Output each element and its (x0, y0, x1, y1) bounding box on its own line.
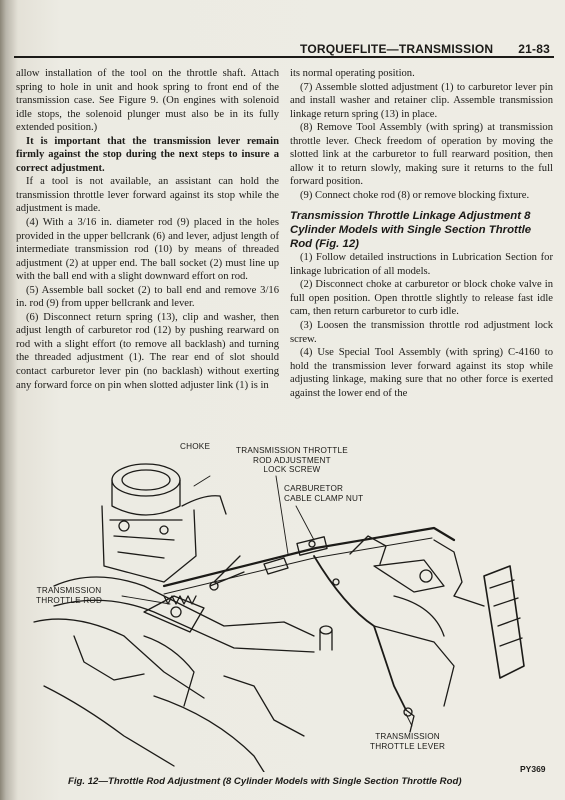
section-step-3: (3) Loosen the transmission throttle rod adjustment lock screw. (290, 319, 553, 345)
step-6: (6) Disconnect return spring (13), clip and washer, then adjust length of carburetor rod (12) by pushing rearward on rod with a slight effort (to remove all backlash) and turning the threaded adjustment (1). The rear end of slot should contact carburetor lever pin (no backlash) without exerting any forward force on pin when slotted adjuster link (1) is in (16, 311, 279, 391)
header-title: TORQUEFLITE—TRANSMISSION (300, 42, 494, 56)
callout-choke: CHOKE (180, 442, 211, 451)
section-step-1: (1) Follow detailed instructions in Lubrication Section for linkage lubrication of all models. (290, 252, 553, 277)
step-4: (4) With a 3/16 in. diameter rod (9) placed in the holes provided in the upper bellcrank (6) and lever, adjust length of intermediate transmission rod (10) by means of threaded adjustment (2) at upper end. The ball socket (2) must line up with the ball end with a slight downward effort on rod. (16, 217, 279, 283)
step-5: (5) Assemble ball socket (2) to ball end and remove 3/16 in. rod (9) from upper bellcrank and lever. (16, 284, 279, 310)
paragraph: its normal operating position. (290, 68, 415, 79)
section-step-4: (4) Use Special Tool Assembly (with spring) C-4160 to hold the transmission lever forward against its stop while adjusting linkage, making sure that no other force is exerted against the lower end of the (290, 347, 553, 399)
section-step-2: (2) Disconnect choke at carburetor or block choke valve in full open position. Open throttle slightly to release fast idle cam, then return carburetor to curb idle. (290, 279, 553, 318)
callout-throttle-rod: TRANSMISSION THROTTLE ROD (36, 586, 103, 605)
warning-paragraph: It is important that the transmission lever remain firmly against the stop during the next steps to insure a correct adjustment. (16, 135, 279, 174)
figure-caption: Fig. 12—Throttle Rod Adjustment (8 Cylinder Models with Single Section Throttle Rod) (68, 776, 462, 787)
left-column (16, 67, 279, 392)
callout-cable-clamp-nut: CARBURETOR CABLE CLAMP NUT (284, 484, 364, 503)
step-8: (8) Remove Tool Assembly (with spring) at transmission throttle lever. Check freedom of operation by moving the slotted link at the carburetor to full rearward position, then allow it to return slowly, making sure it returns to the full forward position. (290, 122, 553, 188)
callout-lock-screw: TRANSMISSION THROTTLE ROD ADJUSTMENT LOCK SCREW (236, 446, 348, 475)
right-column (290, 67, 553, 400)
section-title: Transmission Throttle Linkage Adjustment 8 Cylinder Models with Single Section Throttle Rod (Fig. 12) (290, 210, 532, 250)
step-7: (7) Assemble slotted adjustment (1) to carburetor lever pin and install washer and retainer clip. Assemble transmission linkage return spring (13) in place. (290, 81, 553, 120)
header-rule (14, 56, 554, 58)
page-number: 21-83 (518, 42, 550, 56)
callout-throttle-lever: TRANSMISSION THROTTLE LEVER (370, 732, 446, 751)
throttle-linkage-figure (14, 436, 554, 772)
step-9: (9) Connect choke rod (8) or remove blocking fixture. (300, 189, 530, 201)
figure-code: PY369 (520, 764, 546, 774)
paragraph: If a tool is not available, an assistant can hold the transmission throttle lever forward against its stop while the adjustment is made. (16, 176, 279, 215)
paragraph: allow installation of the tool on the throttle shaft. Attach spring to hole in unit and hook spring to front end of the transmission case. See Figure 9. (On engines with solenoid idle stops, the solenoid plunger must also be in its fully extended position.) (16, 68, 279, 134)
